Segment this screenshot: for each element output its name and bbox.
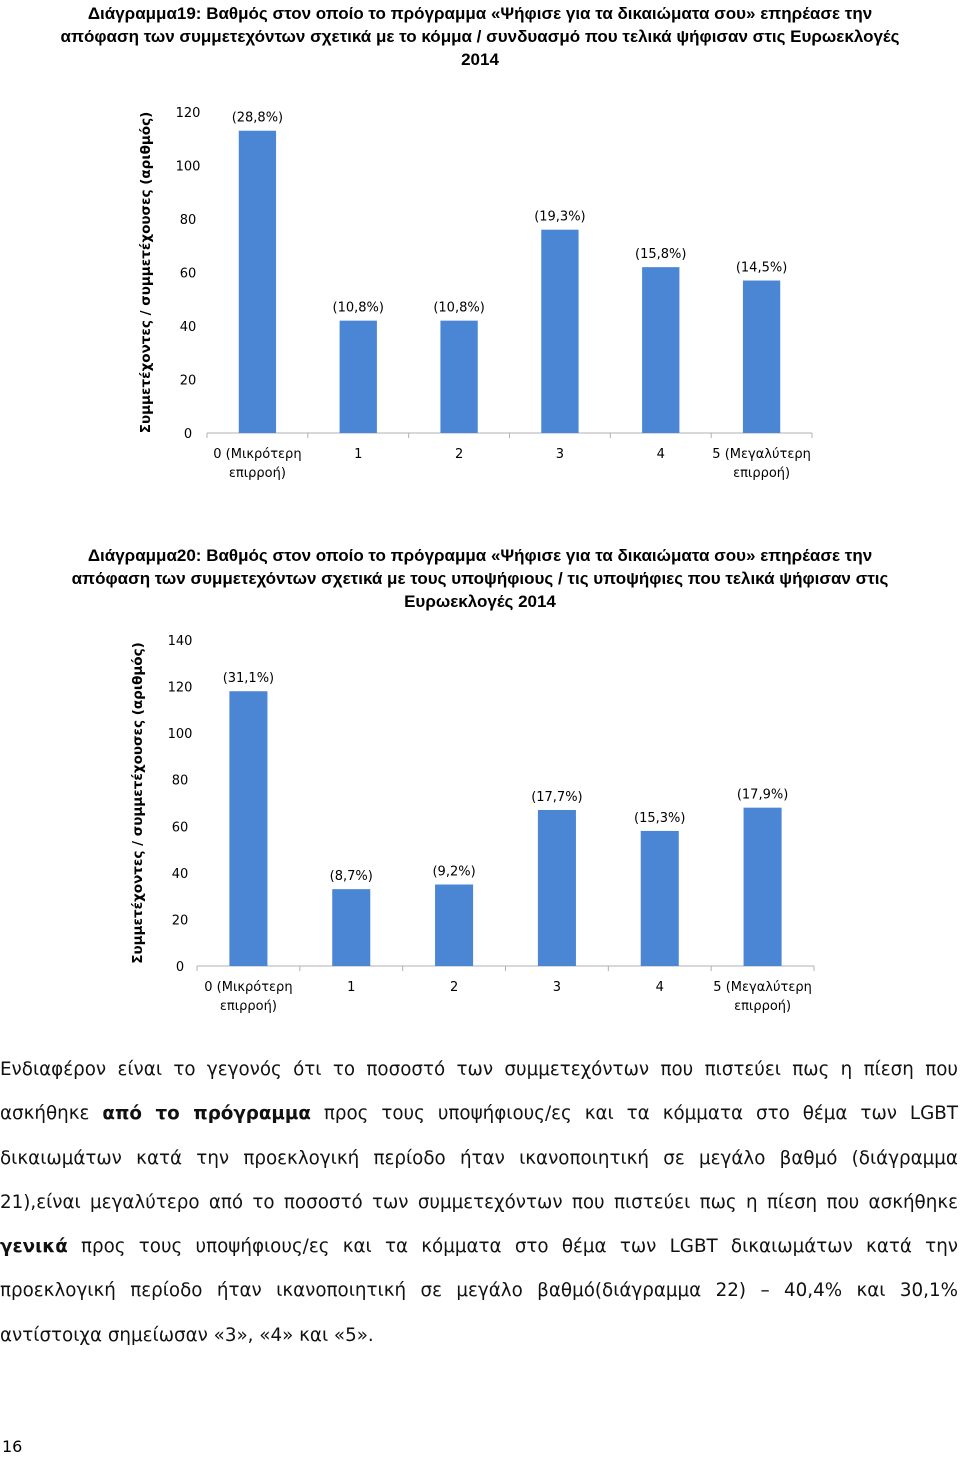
bar: [538, 810, 576, 966]
y-tick-label: 60: [171, 820, 189, 836]
bar: [744, 808, 782, 966]
bar: [642, 267, 679, 433]
x-tick-label: 0 (Μικρότερη: [204, 980, 293, 995]
x-tick-label: 5 (Μεγαλύτερη: [713, 980, 812, 995]
x-tick-label: επιρροή): [734, 999, 792, 1014]
x-tick-label: 1: [354, 447, 363, 462]
x-tick-label: επιρροή): [219, 999, 277, 1014]
bar: [743, 281, 780, 433]
chart-19: [0, 100, 960, 490]
y-tick-label: 100: [167, 727, 193, 743]
y-axis-label: Συμμετέχοντες / συμμετέχουσες (αριθμός): [130, 642, 146, 964]
bar: [435, 885, 473, 967]
bar: [340, 321, 377, 433]
x-tick-label: 2: [454, 447, 464, 462]
y-tick-label: 120: [175, 106, 201, 121]
y-tick-label: 120: [167, 680, 193, 696]
y-tick-label: 60: [179, 266, 197, 282]
y-tick-label: 20: [171, 913, 189, 929]
x-tick-label: 2: [449, 980, 459, 995]
para-text-2: προς τους υποψήφιους/ες και τα κόμματα στο θέμα των LGBT δικαιωμάτων κατά την προεκλογική περίοδο ήταν ικανοποιητική σε μεγάλο βαθμό (διάγραμμα 21),είναι μεγαλύτερο από το ποσοστό των συμμετεχόντων που πιστεύει πως η πίεση που ασκήθηκε: [0, 1103, 958, 1213]
x-tick-label: 4: [656, 447, 665, 462]
bar-data-label: (31,1%): [222, 671, 275, 687]
chart-20-title: Διάγραμμα20: Βαθμός στον οποίο το πρόγραμμα «Ψήφισε για τα δικαιώματα σου» επηρέασε την απόφαση των συμμετεχόντων σχετικά με τους υποψήφιους / τις υποψήφιες που τελικά ψήφισαν στις Ευρωεκλογές 2014: [71, 546, 889, 611]
bar-data-label: (19,3%): [534, 209, 586, 225]
x-tick-label: 1: [347, 980, 356, 995]
bar: [229, 691, 267, 966]
bar-data-label: (14,5%): [735, 260, 788, 276]
body-paragraph: [0, 1048, 958, 1358]
x-tick-label: 4: [655, 980, 664, 995]
bar-data-label: (15,3%): [634, 810, 686, 826]
bar-data-label: (8,7%): [329, 869, 373, 885]
y-axis-label: Συμμετέχοντες / συμμετέχουσες (αριθμός): [138, 111, 154, 434]
x-tick-label: 3: [552, 980, 562, 995]
bar-data-label: (28,8%): [231, 110, 284, 126]
y-tick-label: 0: [183, 427, 193, 442]
x-tick-label: επιρροή): [733, 466, 791, 481]
bar-data-label: (15,8%): [635, 247, 687, 263]
y-tick-label: 140: [167, 634, 193, 649]
bar: [440, 321, 477, 433]
bar-data-label: (9,2%): [432, 864, 476, 880]
x-tick-label: 3: [555, 447, 565, 462]
bar-data-label: (10,8%): [332, 300, 384, 316]
para-text-3: προς τους υποψήφιους/ες και τα κόμματα στο θέμα των LGBT δικαιωμάτων κατά την προεκλογική περίοδο ήταν ικανοποιητική σε μεγάλο βαθμό(διάγραμμα 22) – 40,4% και 30,1% αντίστοιχα σημείωσαν «3», «4» και «5».: [0, 1236, 958, 1346]
chart-19-title: Διάγραμμα19: Βαθμός στον οποίο το πρόγραμμα «Ψήφισε για τα δικαιώματα σου» επηρέασε την απόφαση των συμμετεχόντων σχετικά με το κόμμα / συνδυασμό που τελικά ψήφισαν στις Ευρωεκλογές 2014: [60, 4, 900, 69]
x-tick-label: επιρροή): [228, 466, 286, 481]
para-text-1: Ενδιαφέρον είναι το γεγονός ότι το ποσοστό των συμμετεχόντων που πιστεύει πως η πίεση που ασκήθηκε: [0, 1059, 958, 1125]
y-tick-label: 80: [179, 213, 197, 228]
y-tick-label: 40: [179, 320, 197, 335]
x-tick-label: 5 (Μεγαλύτερη: [712, 447, 811, 462]
bar-data-label: (10,8%): [433, 300, 485, 316]
page-number: 16: [2, 1437, 23, 1456]
y-tick-label: 20: [179, 373, 197, 389]
y-tick-label: 0: [175, 960, 185, 975]
y-tick-label: 80: [171, 773, 189, 789]
bar-data-label: (17,7%): [531, 789, 583, 805]
bar: [239, 131, 276, 433]
para-bold-1: από το πρόγραμμα: [102, 1103, 311, 1125]
bar: [641, 831, 679, 966]
bar: [332, 889, 370, 966]
bar: [541, 230, 578, 433]
bar-data-label: (17,9%): [736, 787, 789, 803]
y-tick-label: 40: [171, 866, 189, 882]
y-tick-label: 100: [175, 159, 201, 175]
x-tick-label: 0 (Μικρότερη: [213, 447, 302, 462]
chart-20: [0, 628, 960, 1023]
para-bold-2: γενικά: [0, 1236, 68, 1258]
